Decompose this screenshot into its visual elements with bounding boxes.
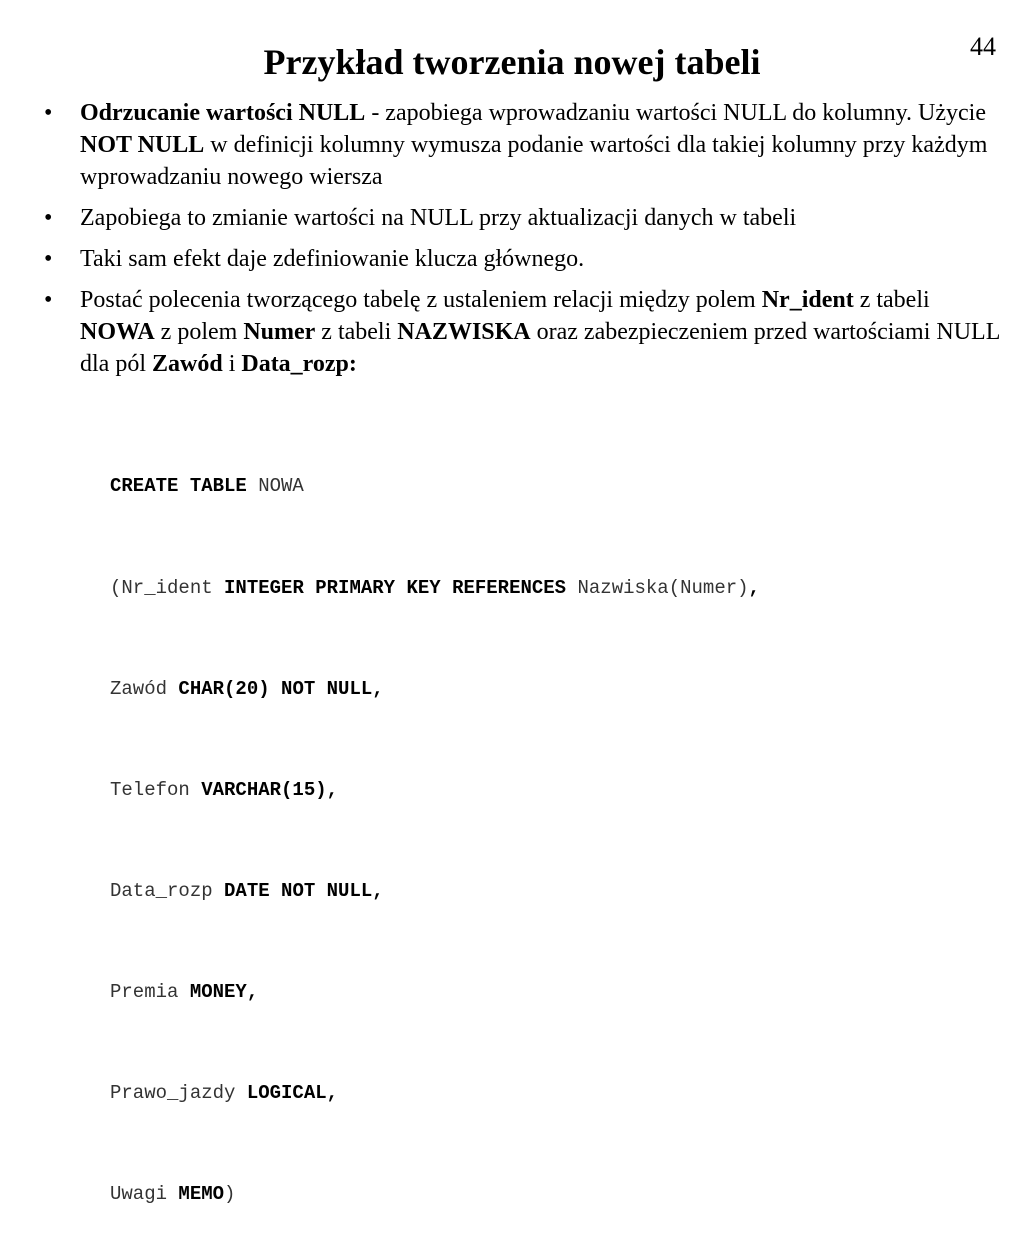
sql-identifier: Data_rozp: [110, 879, 225, 902]
code-line: [110, 976, 760, 1010]
code-line: [110, 1178, 760, 1212]
slide-title: Przykład tworzenia nowej tabeli: [263, 42, 761, 82]
sql-keyword: CREATE TABLE: [110, 475, 247, 498]
sql-keyword: DATE NOT NULL,: [224, 879, 384, 902]
sql-identifier: Telefon: [110, 778, 202, 801]
bullet-text: z polem: [154, 319, 244, 345]
sql-punctuation: ): [224, 1183, 236, 1206]
bullet-dot-icon: •: [44, 100, 53, 126]
sql-keyword: MONEY,: [189, 980, 259, 1003]
sql-identifier: Premia: [110, 980, 190, 1003]
sql-keyword: MEMO: [178, 1183, 225, 1206]
bullet-item-null-rejection: [0, 97, 1000, 193]
code-line: [110, 774, 760, 808]
bullet-text: - zapobiega wprowadzaniu wartości NULL do kolumny. Użycie: [365, 100, 986, 126]
bullet-bold: Numer: [243, 319, 316, 345]
sql-identifier: Uwagi: [110, 1183, 179, 1206]
sql-keyword: INTEGER PRIMARY KEY REFERENCES: [224, 576, 567, 599]
code-line: [110, 875, 760, 909]
bullet-dot-icon: •: [44, 205, 53, 231]
code-line: [110, 572, 760, 606]
bullet-bold: Data_rozp:: [241, 351, 357, 377]
bullet-bold: NAZWISKA: [397, 319, 531, 345]
bullet-list: [0, 97, 1000, 389]
bullet-text: w definicji kolumny wymusza podanie wartości dla takiej kolumny przy każdym wprowadzaniu nowego wiersza: [80, 132, 988, 190]
sql-keyword: CHAR(20) NOT NULL,: [178, 677, 384, 700]
bullet-item-command-form: [0, 284, 1000, 380]
sql-identifier: Zawód: [110, 677, 179, 700]
sql-identifier: (Nr_ident: [110, 576, 225, 599]
sql-keyword: VARCHAR(15),: [201, 778, 339, 801]
code-line: [110, 673, 760, 707]
sql-code-block: [110, 403, 760, 1245]
bullet-bold: Zawód: [152, 351, 223, 377]
bullet-text: Taki sam efekt daje zdefiniowanie klucza głównego.: [80, 246, 585, 272]
bullet-bold: Nr_ident: [761, 287, 854, 313]
bullet-dot-icon: •: [44, 246, 53, 272]
bullet-dot-icon: •: [44, 287, 53, 313]
bullet-bold: Odrzucanie wartości NULL: [80, 100, 366, 126]
bullet-bold: NOT NULL: [80, 132, 205, 158]
bullet-item-update-prevention: [0, 202, 1000, 234]
sql-keyword: LOGICAL,: [246, 1081, 339, 1104]
bullet-text: oraz zabezpieczeniem przed wartościami NULL dla pól: [80, 319, 1000, 377]
page-number: 44: [970, 32, 996, 61]
sql-identifier: Nazwiska(Numer): [566, 576, 749, 599]
bullet-text: z tabeli: [315, 319, 398, 345]
bullet-text: Zapobiega to zmianie wartości na NULL przy aktualizacji danych w tabeli: [80, 205, 797, 231]
code-line: [110, 1077, 760, 1111]
bullet-bold: NOWA: [80, 319, 155, 345]
code-line: [110, 470, 760, 504]
sql-identifier: NOWA: [246, 475, 304, 498]
sql-punctuation: ,: [748, 576, 760, 599]
sql-identifier: Prawo_jazdy: [110, 1081, 247, 1104]
bullet-text: z tabeli: [853, 287, 930, 313]
bullet-text: Postać polecenia tworzącego tabelę z ustaleniem relacji między polem: [80, 287, 762, 313]
bullet-item-primary-key: [0, 243, 1000, 275]
bullet-text: i: [222, 351, 242, 377]
